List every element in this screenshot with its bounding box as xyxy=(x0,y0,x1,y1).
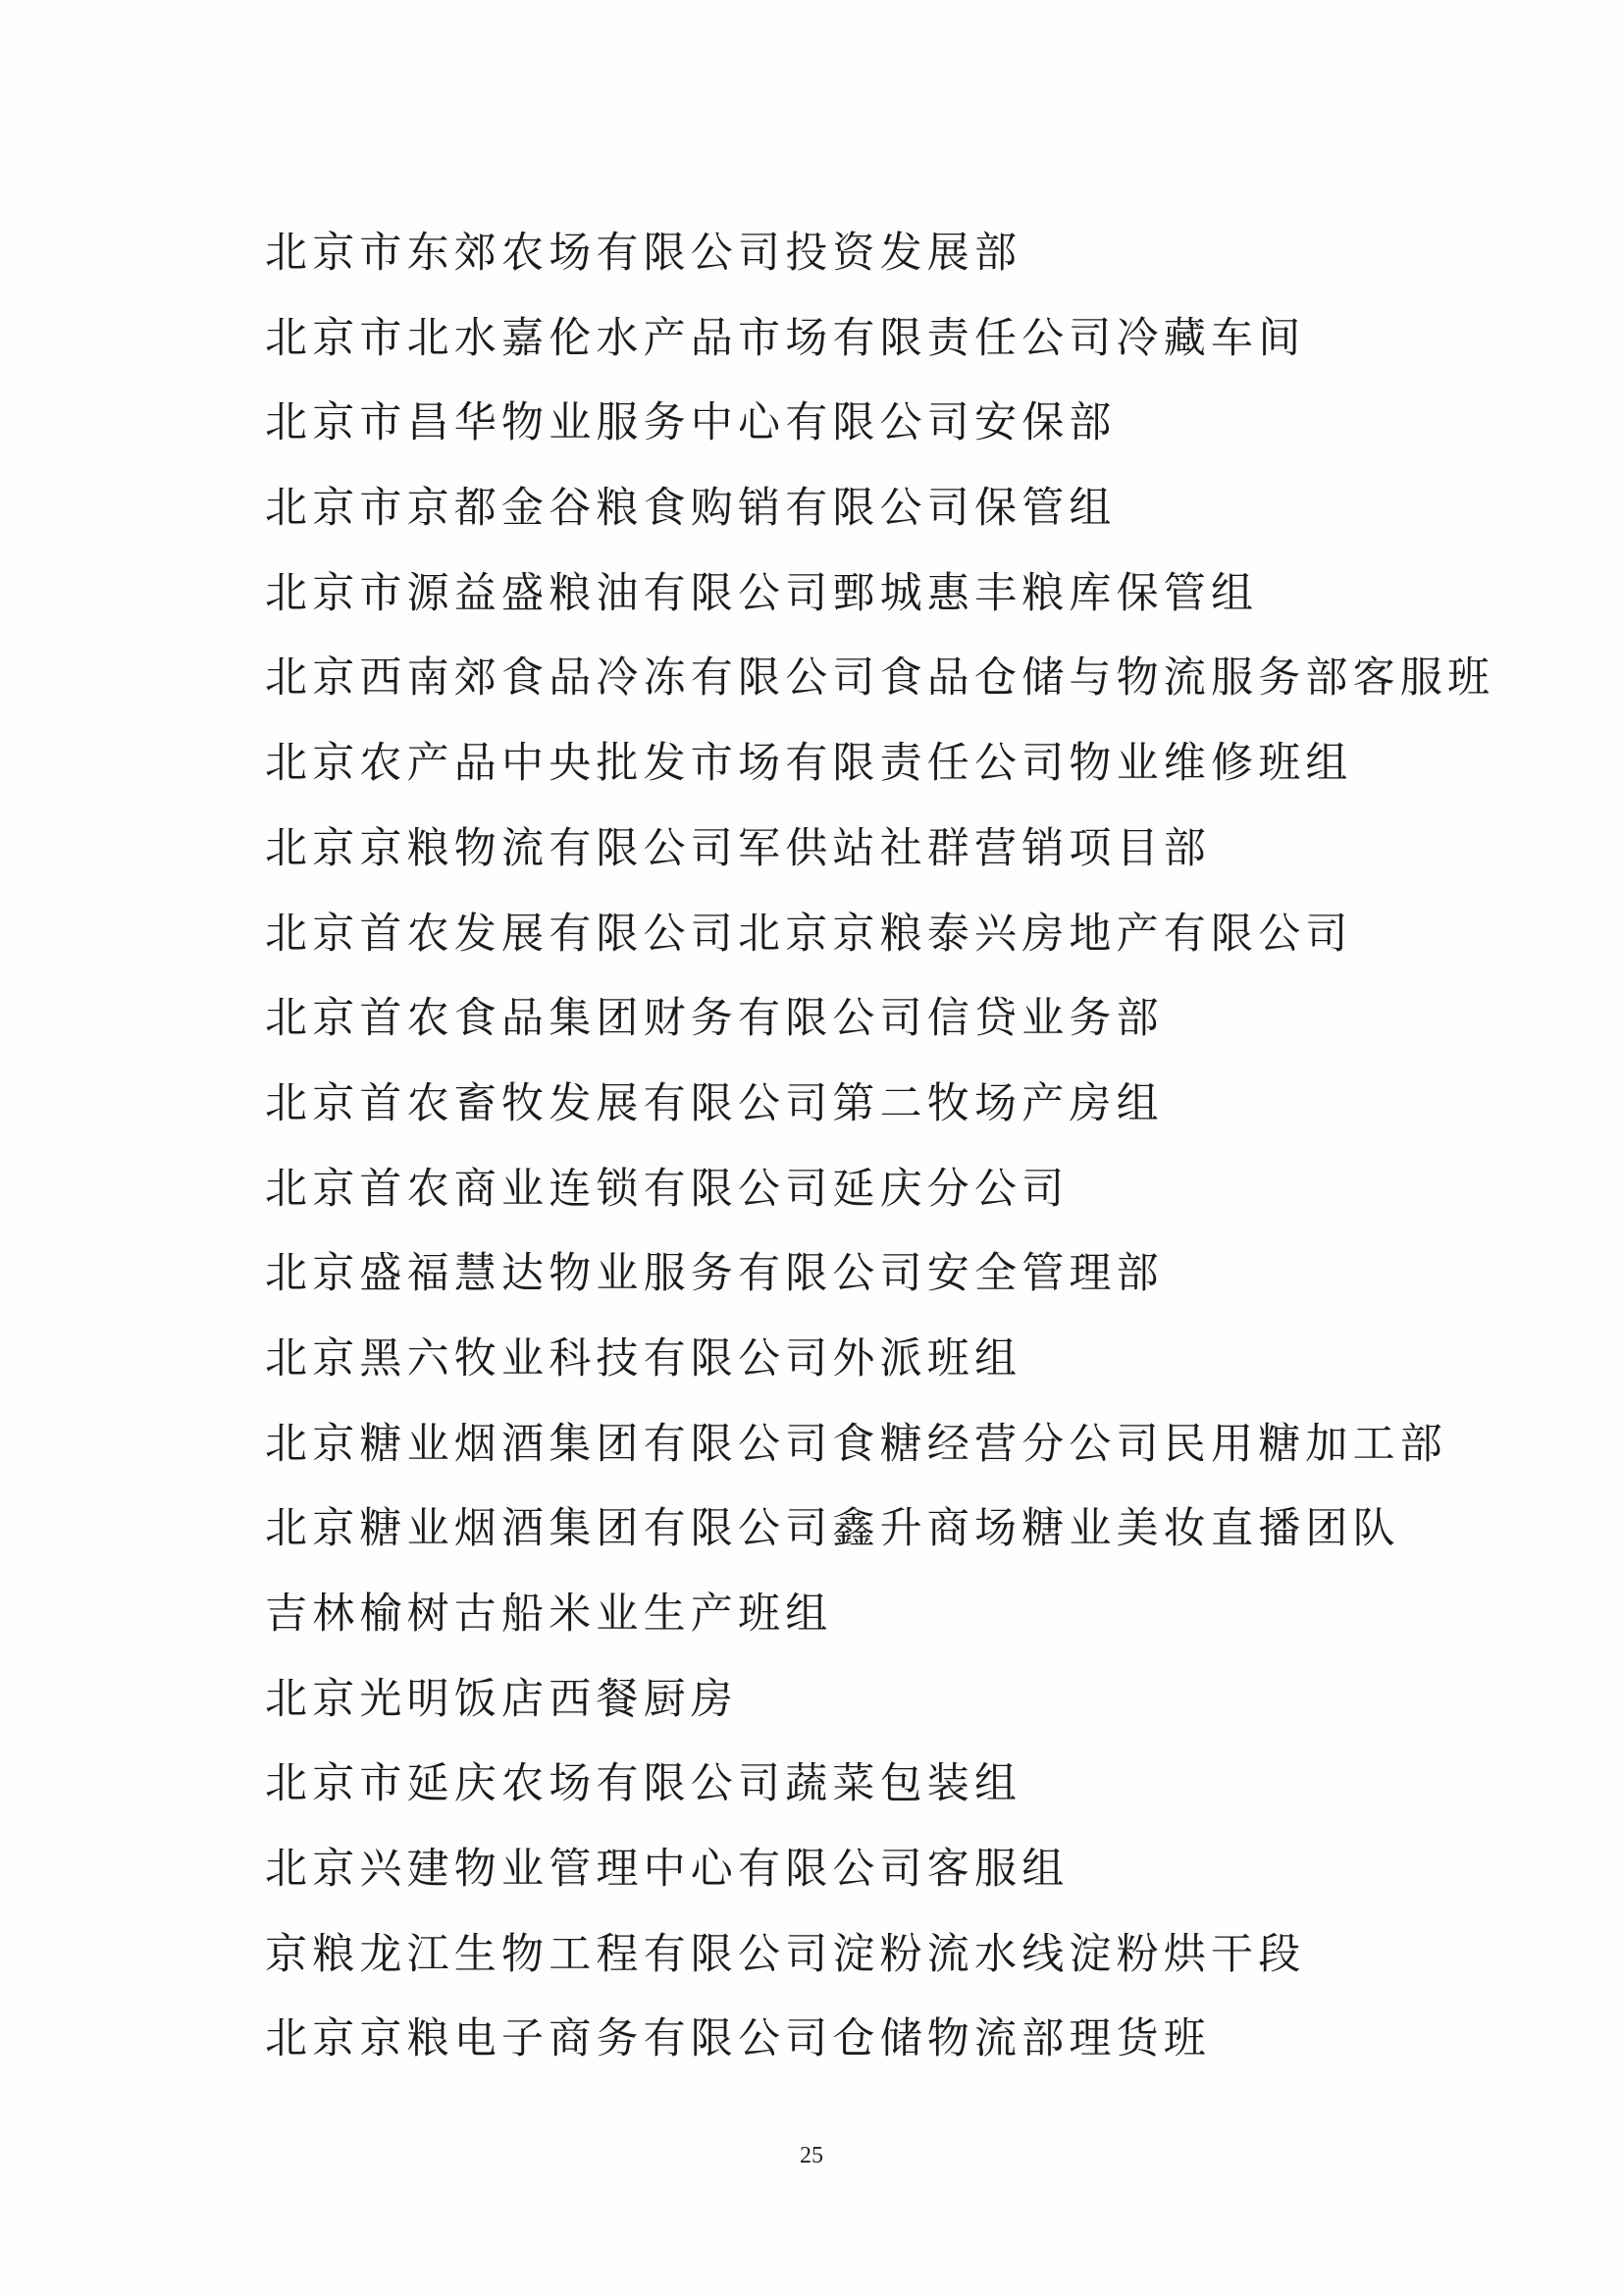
list-item: 北京糖业烟酒集团有限公司食糖经营分公司民用糖加工部 xyxy=(265,1419,1447,1469)
page-number: 25 xyxy=(800,2143,823,2168)
list-item: 北京黑六牧业科技有限公司外派班组 xyxy=(265,1333,1022,1383)
list-item: 北京光明饭店西餐厨房 xyxy=(265,1674,738,1724)
list-item: 北京市京都金谷粮食购销有限公司保管组 xyxy=(265,484,1117,534)
list-item: 北京西南郊食品冷冻有限公司食品仓储与物流服务部客服班 xyxy=(265,653,1495,704)
organization-list xyxy=(265,222,1495,2093)
list-item: 北京首农发展有限公司北京京粮泰兴房地产有限公司 xyxy=(265,909,1353,959)
list-item: 北京盛福慧达物业服务有限公司安全管理部 xyxy=(265,1249,1164,1299)
list-item: 北京首农商业连锁有限公司延庆分公司 xyxy=(265,1164,1070,1214)
list-item: 吉林榆树古船米业生产班组 xyxy=(265,1590,833,1639)
list-item: 北京兴建物业管理中心有限公司客服组 xyxy=(265,1845,1070,1895)
list-item: 北京市源益盛粮油有限公司鄄城惠丰粮库保管组 xyxy=(265,568,1259,618)
list-item: 北京糖业烟酒集团有限公司鑫升商场糖业美妆直播团队 xyxy=(265,1504,1400,1554)
list-item: 北京市东郊农场有限公司投资发展部 xyxy=(265,229,1022,278)
list-item: 北京首农食品集团财务有限公司信贷业务部 xyxy=(265,994,1164,1044)
list-item: 京粮龙江生物工程有限公司淀粉流水线淀粉烘干段 xyxy=(265,1929,1306,1979)
list-item: 北京市延庆农场有限公司蔬菜包装组 xyxy=(265,1759,1022,1809)
list-item: 北京市昌华物业服务中心有限公司安保部 xyxy=(265,398,1117,448)
list-item: 北京京粮电子商务有限公司仓储物流部理货班 xyxy=(265,2014,1211,2064)
list-item: 北京农产品中央批发市场有限责任公司物业维修班组 xyxy=(265,739,1353,789)
list-item: 北京首农畜牧发展有限公司第二牧场产房组 xyxy=(265,1078,1164,1128)
list-item: 北京京粮物流有限公司军供站社群营销项目部 xyxy=(265,823,1211,873)
list-item: 北京市北水嘉伦水产品市场有限责任公司冷藏车间 xyxy=(265,313,1306,363)
